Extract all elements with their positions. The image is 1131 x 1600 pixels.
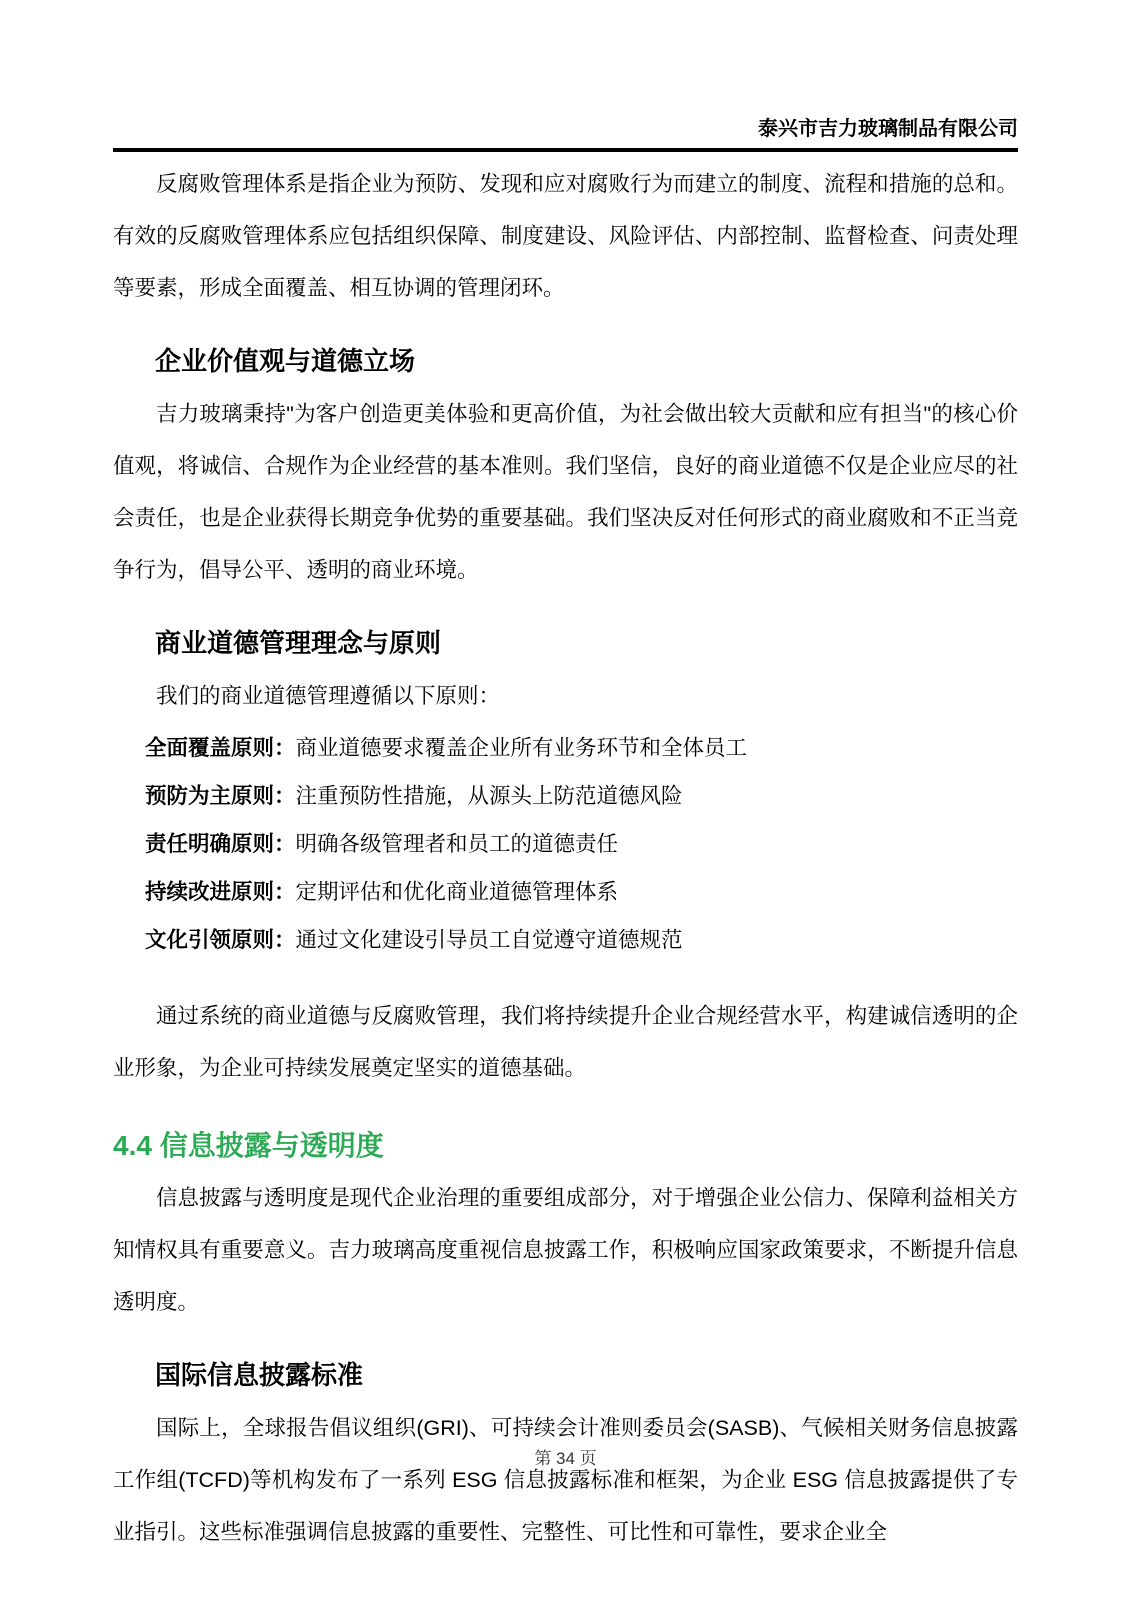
- paragraph-summary: 通过系统的商业道德与反腐败管理，我们将持续提升企业合规经营水平，构建诚信透明的企业形象，为企业可持续发展奠定坚实的道德基础。: [113, 1004, 1018, 1080]
- principle-text: 商业道德要求覆盖企业所有业务环节和全体员工: [295, 736, 748, 760]
- principle-item: [113, 724, 1018, 772]
- principle-label: 持续改进原则：: [145, 880, 296, 904]
- paragraph-ethics-lead: 我们的商业道德管理遵循以下原则：: [156, 684, 501, 708]
- principle-item: [113, 916, 1018, 964]
- heading-section-4-4: 4.4 信息披露与透明度: [113, 1130, 384, 1161]
- principle-item: [113, 868, 1018, 916]
- principle-text: 定期评估和优化商业道德管理体系: [295, 880, 619, 904]
- principle-item: [113, 772, 1018, 820]
- heading-ethics: 商业道德管理理念与原则: [155, 628, 442, 658]
- heading-values: 企业价值观与道德立场: [155, 346, 416, 376]
- page-number: 第 34 页: [534, 1449, 597, 1468]
- principle-label: 全面覆盖原则：: [145, 736, 296, 760]
- page-header: [113, 116, 1018, 152]
- paragraph-anticorruption: 反腐败管理体系是指企业为预防、发现和应对腐败行为而建立的制度、流程和措施的总和。有效的反腐败管理体系应包括组织保障、制度建设、风险评估、内部控制、监督检查、问责处理等要素，形成全面覆盖、相互协调的管理闭环。: [113, 172, 1018, 300]
- paragraph-values: 吉力玻璃秉持"为客户创造更美体验和更高价值，为社会做出较大贡献和应有担当"的核心价值观，将诚信、合规作为企业经营的基本准则。我们坚信，良好的商业道德不仅是企业应尽的社会责任，也是企业获得长期竞争优势的重要基础。我们坚决反对任何形式的商业腐败和不正当竞争行为，倡导公平、透明的商业环境。: [113, 402, 1018, 582]
- principle-text: 注重预防性措施，从源头上防范道德风险: [295, 784, 683, 808]
- paragraph-intl-standards: 国际上，全球报告倡议组织(GRI)、可持续会计准则委员会(SASB)、气候相关财务信息披露工作组(TCFD)等机构发布了一系列 ESG 信息披露标准和框架，为企业 ESG 信息披露提供了专业指引。这些标准强调信息披露的重要性、完整性、可比性和可靠性，要求企业全: [113, 1416, 1018, 1544]
- company-name: 泰兴市吉力玻璃制品有限公司: [758, 118, 1018, 140]
- principles-list: [113, 724, 1018, 964]
- principle-label: 责任明确原则：: [145, 832, 296, 856]
- principle-item: [113, 820, 1018, 868]
- paragraph-disclosure: 信息披露与透明度是现代企业治理的重要组成部分，对于增强企业公信力、保障利益相关方知情权具有重要意义。吉力玻璃高度重视信息披露工作，积极响应国家政策要求，不断提升信息透明度。: [113, 1186, 1018, 1314]
- heading-intl-standards: 国际信息披露标准: [155, 1360, 364, 1390]
- principle-label: 文化引领原则：: [145, 928, 296, 952]
- principle-label: 预防为主原则：: [145, 784, 296, 808]
- principle-text: 通过文化建设引导员工自觉遵守道德规范: [295, 928, 683, 952]
- page-footer: [0, 1444, 1131, 1469]
- principle-text: 明确各级管理者和员工的道德责任: [295, 832, 619, 856]
